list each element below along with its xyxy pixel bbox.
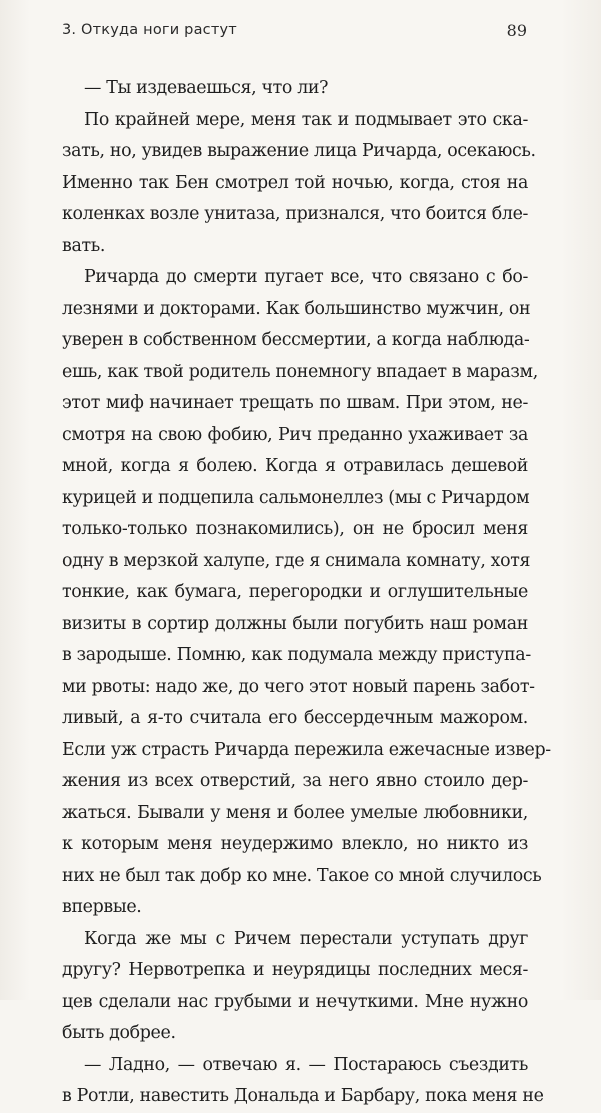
text-line: другу? Нервотрепка и неурядицы последних меся-	[62, 960, 528, 980]
text-line: этот миф начинает трещать по швам. При этом, не-	[62, 393, 528, 413]
text-line: только-только познакомились), он не бросил меня	[62, 519, 528, 539]
text-line: быть добрее.	[62, 1023, 176, 1043]
text-line: Когда же мы с Ричем перестали уступать друг	[84, 928, 528, 949]
text-line: ми рвоты: надо же, до чего этот новый парень забот-	[62, 676, 535, 697]
text-line: одну в мерзкой халупе, где я снимала комнату, хотя	[62, 550, 531, 571]
text-line: жения из всех отверстий, за него явно стоило дер-	[62, 771, 528, 791]
text-line: По крайней мере, меня так и подмывает это ска-	[84, 109, 528, 130]
text-line: тонкие, как бумага, перегородки и оглушительные	[62, 582, 528, 602]
text-line: Ричарда до смерти пугает все, что связано с бо-	[84, 267, 528, 287]
text-line: вать.	[62, 235, 106, 256]
text-line: Именно так Бен смотрел той ночью, когда, стоя на	[62, 172, 528, 193]
text-line: ливый, а я-то считала его бессердечным мажором.	[62, 708, 528, 728]
text-line: в зародыше. Помню, как подумала между приступа-	[62, 645, 531, 665]
text-line: них не был так добр ко мне. Такое со мной случилось	[62, 865, 542, 886]
text-line: визиты в сортир должны были погубить наш роман	[62, 613, 528, 634]
text-line: ешь, как твой родитель понемногу впадает в маразм,	[62, 361, 538, 382]
text-line: к которым меня неудержимо влекло, но никто из	[62, 834, 528, 854]
text-line: — Ты издеваешься, что ли?	[84, 78, 329, 98]
running-head: 3. Откуда ноги растут	[62, 22, 237, 38]
text-line: коленках возле унитаза, признался, что боится бле-	[62, 204, 529, 224]
text-line: в Ротли, навестить Дональда и Барбару, пока меня не	[62, 1086, 544, 1106]
text-line: мной, когда я болею. Когда я отравилась дешевой	[62, 456, 528, 476]
text-line: — Ладно, — отвечаю я. — Постараюсь съездить	[84, 1054, 528, 1075]
text-line: Если уж страсть Ричарда пережила ежечасные извер-	[62, 739, 551, 760]
text-line: жаться. Бывали у меня и более умелые любовники,	[62, 802, 528, 823]
text-line: смотря на свою фобию, Рич преданно ухаживает за	[62, 424, 528, 445]
text-line: уверен в собственном бессмертии, а когда наблюда-	[62, 330, 530, 350]
text-line: впервые.	[62, 897, 142, 917]
body-text	[62, 73, 551, 1113]
page-number: 89	[506, 21, 527, 40]
text-line: зать, но, увидев выражение лица Ричарда, осекаюсь.	[62, 141, 536, 161]
text-line: цев сделали нас грубыми и нечуткими. Мне нужно	[62, 991, 528, 1012]
text-line: лезнями и докторами. Как большинство мужчин, он	[62, 298, 531, 319]
text-line: курицей и подцепила сальмонеллез (мы с Ричардом	[62, 487, 530, 508]
